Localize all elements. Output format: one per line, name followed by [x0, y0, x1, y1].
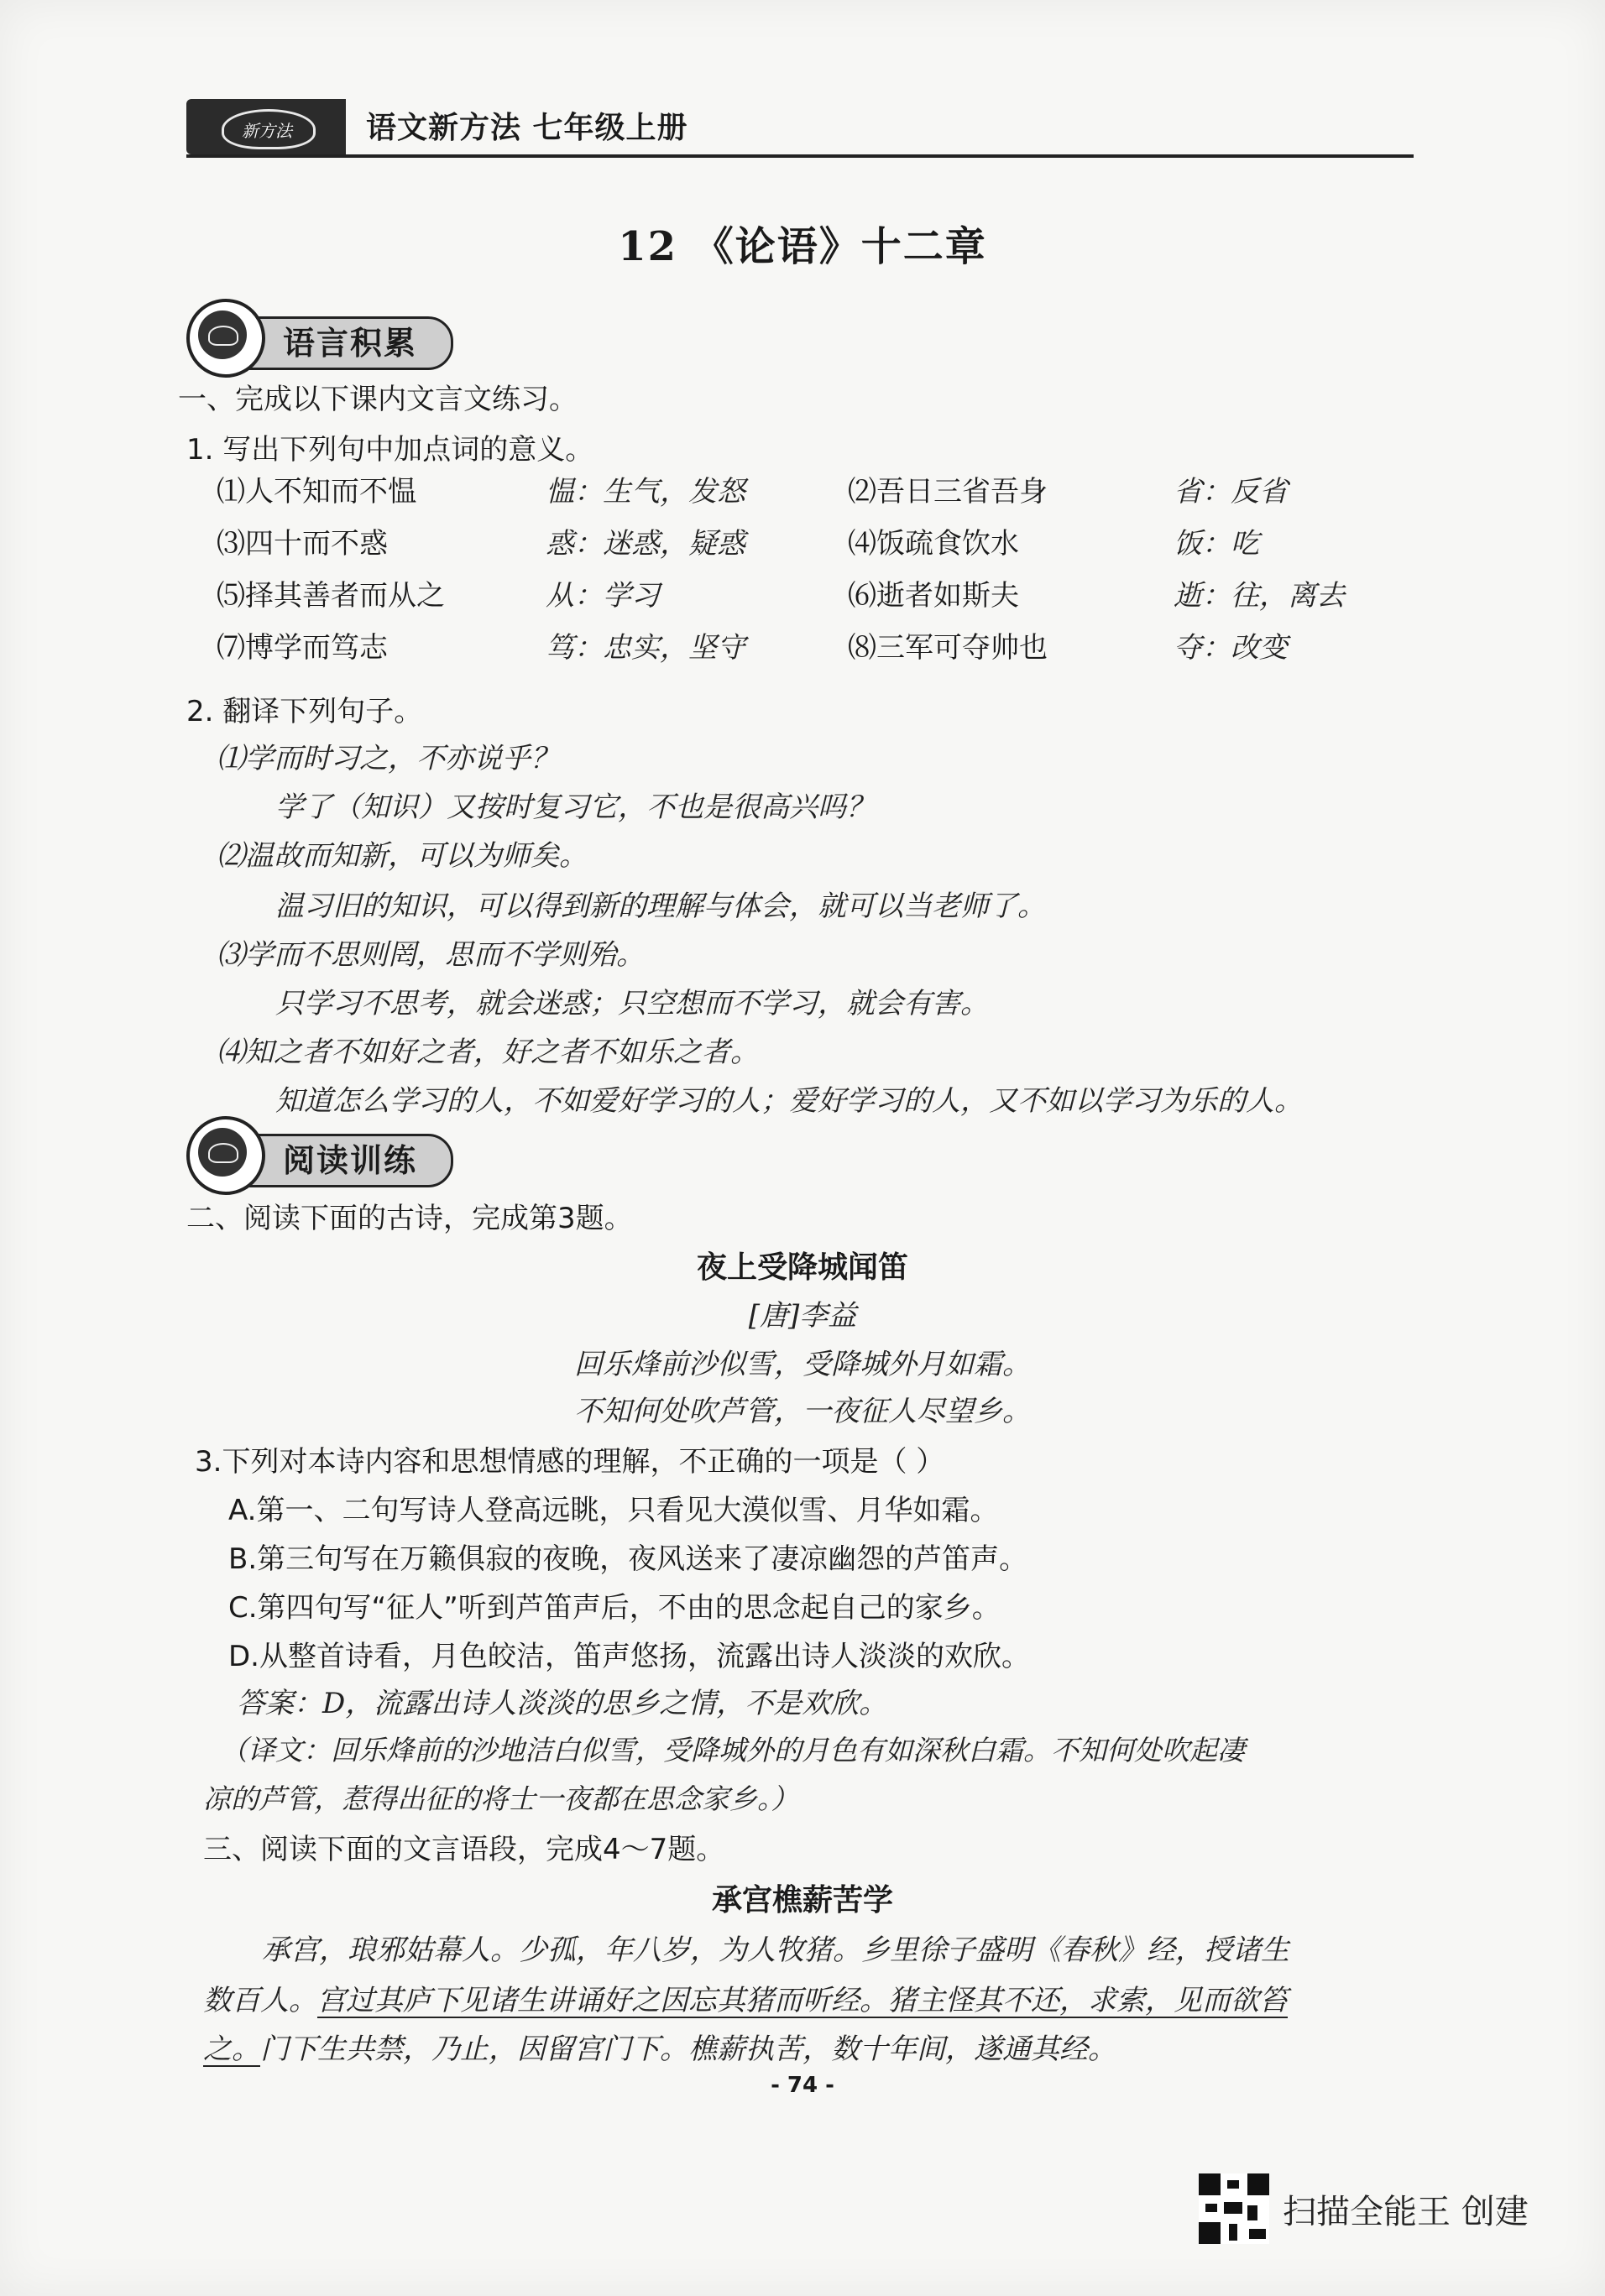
translation-note-line1: （译文：回乐烽前的沙地洁白似雪，受降城外的月色有如深秋白霜。不知何处吹起凄 [220, 1734, 1245, 1766]
answer-note: 答案：D，流露出诗人淡淡的思乡之情，不是欢欣。 [237, 1687, 888, 1720]
underlined-segment: 猪主怪其不还，求索，见而欲笞 [888, 1984, 1288, 2017]
q1-sentence: ⑹逝者如斯夫 [848, 579, 1019, 613]
q2-prompt: 2. 翻译下列句子。 [186, 695, 423, 728]
poem-title: 夜上受降城闻笛 [696, 1250, 908, 1285]
q1-answer: 省：反省 [1174, 475, 1288, 509]
lesson-title: 12 《论语》十二章 [618, 223, 987, 270]
passage-segment: 数百人。 [203, 1984, 317, 2017]
translation-question: ⑶学而不思则罔，思而不学则殆。 [217, 938, 645, 972]
option-d: D.从整首诗看，月色皎洁，笛声悠扬，流露出诗人淡淡的欢欣。 [228, 1640, 1030, 1673]
q1-sentence: ⑺博学而笃志 [217, 631, 388, 665]
passage-line [203, 1977, 1288, 2018]
header-divider [186, 154, 1414, 158]
q1-sentence: ⑻三军可夺帅也 [848, 631, 1048, 665]
poem-line: 不知何处吹芦管，一夜征人尽望乡。 [574, 1395, 1031, 1428]
option-a: A.第一、二句写诗人登高远眺，只看见大漠似雪、月华如霜。 [228, 1494, 999, 1527]
q3-prompt: 3.下列对本诗内容和思想情感的理解，不正确的一项是（ ） [195, 1445, 945, 1479]
translation-question: ⑵温故而知新，可以为师矣。 [217, 839, 588, 873]
q1-answer: 逝：往，离去 [1174, 579, 1345, 613]
q1-sentence: ⑷饭疏食饮水 [848, 527, 1019, 561]
badge-emblem-icon [186, 299, 265, 378]
option-b: B.第三句写在万籁俱寂的夜晚，夜风送来了凄凉幽怨的芦笛声。 [228, 1542, 1028, 1576]
q1-sentence: ⑸择其善者而从之 [217, 579, 445, 613]
translation-answer: 只学习不思考，就会迷惑；只空想而不学习，就会有害。 [275, 987, 989, 1020]
translation-note-line2: 凉的芦管，惹得出征的将士一夜都在思念家乡。） [203, 1782, 799, 1815]
passage-segment: 门下生共禁，乃止，因留宫门下。樵薪执苦，数十年间，遂通其经。 [260, 2032, 1116, 2066]
page-number: - 74 - [771, 2073, 834, 2098]
logo-text: 新方法 [242, 121, 292, 141]
translation-answer: 学了（知识）又按时复习它，不也是很高兴吗？ [275, 791, 875, 824]
badge-label: 语言积累 [243, 316, 453, 370]
option-c: C.第四句写“征人”听到芦笛声后，不由的思念起自己的家乡。 [228, 1591, 1001, 1625]
translation-answer: 温习旧的知识，可以得到新的理解与体会，就可以当老师了。 [275, 890, 1046, 923]
q1-prompt: 1. 写出下列句中加点词的意义。 [186, 433, 594, 467]
qr-code-icon [1199, 2173, 1269, 2244]
underlined-segment: 宫过其庐下见诸生讲诵好之因忘其猪而听经。 [317, 1984, 888, 2017]
underlined-segment: 之。 [203, 2032, 260, 2066]
q1-sentence: ⑵吾日三省吾身 [848, 475, 1048, 509]
q1-answer: 愠：生气，发怒 [546, 475, 745, 509]
publisher-logo [186, 99, 346, 154]
section-badge-language [186, 317, 453, 369]
passage-title: 承宫樵薪苦学 [711, 1883, 893, 1918]
badge-label: 阅读训练 [243, 1134, 453, 1187]
scanner-watermark: 扫描全能王 创建 [1283, 2193, 1529, 2231]
q1-sentence: ⑶四十而不惑 [217, 527, 388, 561]
q1-answer: 惑：迷惑，疑惑 [546, 527, 745, 561]
badge-emblem-icon [186, 1116, 265, 1195]
q1-sentence: ⑴人不知而不愠 [217, 475, 416, 509]
q1-answer: 从：学习 [546, 579, 660, 613]
section-badge-reading [186, 1135, 453, 1187]
book-title: 语文新方法 七年级上册 [366, 111, 688, 145]
passage-line [203, 2026, 1116, 2067]
q1-answer: 笃：忠实，坚守 [546, 631, 745, 665]
section2-heading: 二、阅读下面的古诗，完成第3题。 [186, 1202, 633, 1235]
q1-answer: 饭：吃 [1174, 527, 1259, 561]
poem-line: 回乐烽前沙似雪，受降城外月如霜。 [574, 1348, 1031, 1381]
translation-answer: 知道怎么学习的人，不如爱好学习的人；爱好学习的人，又不如以学习为乐的人。 [275, 1084, 1303, 1118]
translation-question: ⑷知之者不如好之者，好之者不如乐之者。 [217, 1036, 759, 1069]
section3-heading: 三、阅读下面的文言语段，完成4～7题。 [203, 1833, 725, 1866]
poem-author: [唐]李益 [748, 1299, 857, 1333]
q1-answer: 夺：改变 [1174, 631, 1288, 665]
passage-line: 承宫，琅邪姑幕人。少孤，年八岁，为人牧猪。乡里徐子盛明《春秋》经，授诸生 [262, 1933, 1289, 1967]
section1-heading: 一、完成以下课内文言文练习。 [178, 383, 578, 416]
translation-question: ⑴学而时习之，不亦说乎？ [217, 742, 559, 775]
